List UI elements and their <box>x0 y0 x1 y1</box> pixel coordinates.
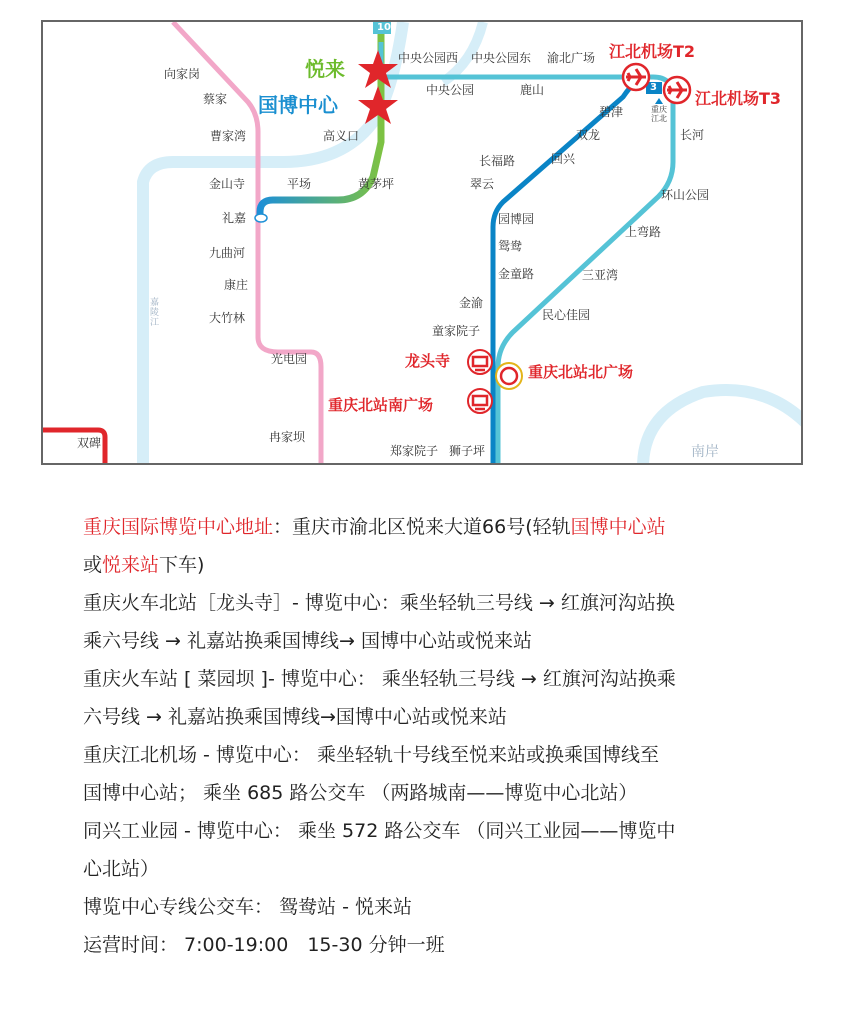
river-label-jialingjiang: 嘉陵江 <box>150 298 160 328</box>
route3-line2: 国博中心站； 乘坐 685 路公交车 （两路城南——博览中心北站） <box>83 782 638 804</box>
station-sanyawan: 三亚湾 <box>582 268 619 282</box>
address-station1: 国博中心站 <box>570 516 666 538</box>
station-tongjiayuanzi: 童家院子 <box>432 324 481 338</box>
station-zhongyanggongyuandong: 中央公园东 <box>471 51 532 65</box>
address-line <box>83 508 783 546</box>
operating-hours-line: 运营时间： 7:00-19:00 15-30 分钟一班 <box>83 934 445 956</box>
line10-badge: 10 <box>377 22 391 33</box>
station-ranjiaba: 冉家坝 <box>269 430 306 444</box>
route2-line2: 六号线 → 礼嘉站换乘国博线→国博中心站或悦来站 <box>83 706 507 728</box>
highlight-yuelai: 悦来 <box>305 57 345 81</box>
station-shangwanlu: 上弯路 <box>625 225 662 239</box>
address-text2: 下车) <box>159 554 205 576</box>
station-zhongyanggongyuanxi: 中央公园西 <box>398 51 459 65</box>
station-shuanglong: 双龙 <box>576 128 601 142</box>
station-jinyu: 金渝 <box>459 296 484 310</box>
station-huixing: 回兴 <box>551 152 576 166</box>
address-label: 重庆国际博览中心地址 <box>83 516 274 538</box>
route1-line2: 乘六号线 → 礼嘉站换乘国博线→ 国博中心站或悦来站 <box>83 630 532 652</box>
station-guangdianyuan: 光电园 <box>271 352 308 366</box>
station-zhongyanggongyuan: 中央公园 <box>426 83 475 97</box>
address-line-2 <box>83 546 783 584</box>
station-shiziping: 狮子坪 <box>449 444 486 458</box>
route4-line2: 心北站） <box>83 858 160 880</box>
station-cuiyun: 翠云 <box>470 177 495 191</box>
station-caijia: 蔡家 <box>203 92 228 106</box>
river-nanan <box>643 390 803 465</box>
river-label-nanan: 南岸 <box>691 444 719 460</box>
chongqingjiangbei-arrow <box>655 98 663 104</box>
highlight-airport-t3: 江北机场T3 <box>695 89 782 108</box>
highlight-longtousi: 龙头寺 <box>405 352 451 370</box>
address-text1: ：重庆市渝北区悦来大道66号(轻轨 <box>273 516 571 538</box>
line3-badge: 3 <box>650 82 657 93</box>
shuttle-bus-line: 博览中心专线公交车： 鸳鸯站 - 悦来站 <box>83 896 412 918</box>
highlight-north-station-north: 重庆北站北广场 <box>528 363 634 381</box>
station-changfulu: 长福路 <box>479 154 516 168</box>
station-jinshansi: 金山寺 <box>209 177 246 191</box>
station-caojiawan: 曹家湾 <box>210 129 247 143</box>
route3-line1: 重庆江北机场 - 博览中心： 乘坐轻轨十号线至悦来站或换乘国博线至 <box>83 744 659 766</box>
highlight-guobozhongxin: 国博中心 <box>258 93 338 117</box>
station-yubeiguangchang: 渝北广场 <box>547 51 596 65</box>
station-dazhulin: 大竹林 <box>209 311 246 325</box>
station-huangmaoping: 黄茅坪 <box>358 177 395 191</box>
station-jintonglu: 金童路 <box>498 267 535 281</box>
station-chongqingjiangbei: 重庆江北 <box>651 105 667 123</box>
station-minxinjiayuan: 民心佳园 <box>542 308 591 322</box>
station-changhe: 长河 <box>680 128 705 142</box>
station-pingchang: 平场 <box>287 177 312 191</box>
route4-line1: 同兴工业园 - 博览中心： 乘坐 572 路公交车 （同兴工业园——博览中 <box>83 820 676 842</box>
station-huanshangongyuan: 环山公园 <box>661 188 710 202</box>
station-yuanboyuan: 园博园 <box>498 212 535 226</box>
highlight-airport-t2: 江北机场T2 <box>609 42 696 61</box>
station-lushan: 鹿山 <box>520 83 545 97</box>
highlight-north-station-south: 重庆北站南广场 <box>328 396 434 414</box>
station-lijia: 礼嘉 <box>222 211 247 225</box>
transport-info <box>83 508 783 964</box>
station-shuangbei: 双碑 <box>77 436 102 450</box>
station-yuanyang: 鸳鸯 <box>498 239 523 253</box>
station-zhengjiayuanzi: 郑家院子 <box>390 444 439 458</box>
route1-line1: 重庆火车北站［龙头寺］- 博览中心：乘坐轻轨三号线 → 红旗河沟站换 <box>83 592 675 614</box>
route2-line1: 重庆火车站 [ 菜园坝 ]- 博览中心： 乘坐轻轨三号线 → 红旗河沟站换乘 <box>83 668 676 690</box>
station-gaoyikou: 高义口 <box>323 129 360 143</box>
address-station2: 悦来站 <box>102 554 160 576</box>
station-bijin: 碧津 <box>599 105 624 119</box>
station-kangzhuang: 康庄 <box>224 278 249 292</box>
address-line2-prefix: 或 <box>83 554 103 576</box>
station-jiuquhe: 九曲河 <box>209 246 246 260</box>
station-xiangjiagang: 向家岗 <box>164 67 201 81</box>
metro-map <box>41 20 803 465</box>
lijia-transfer-marker <box>255 214 267 222</box>
